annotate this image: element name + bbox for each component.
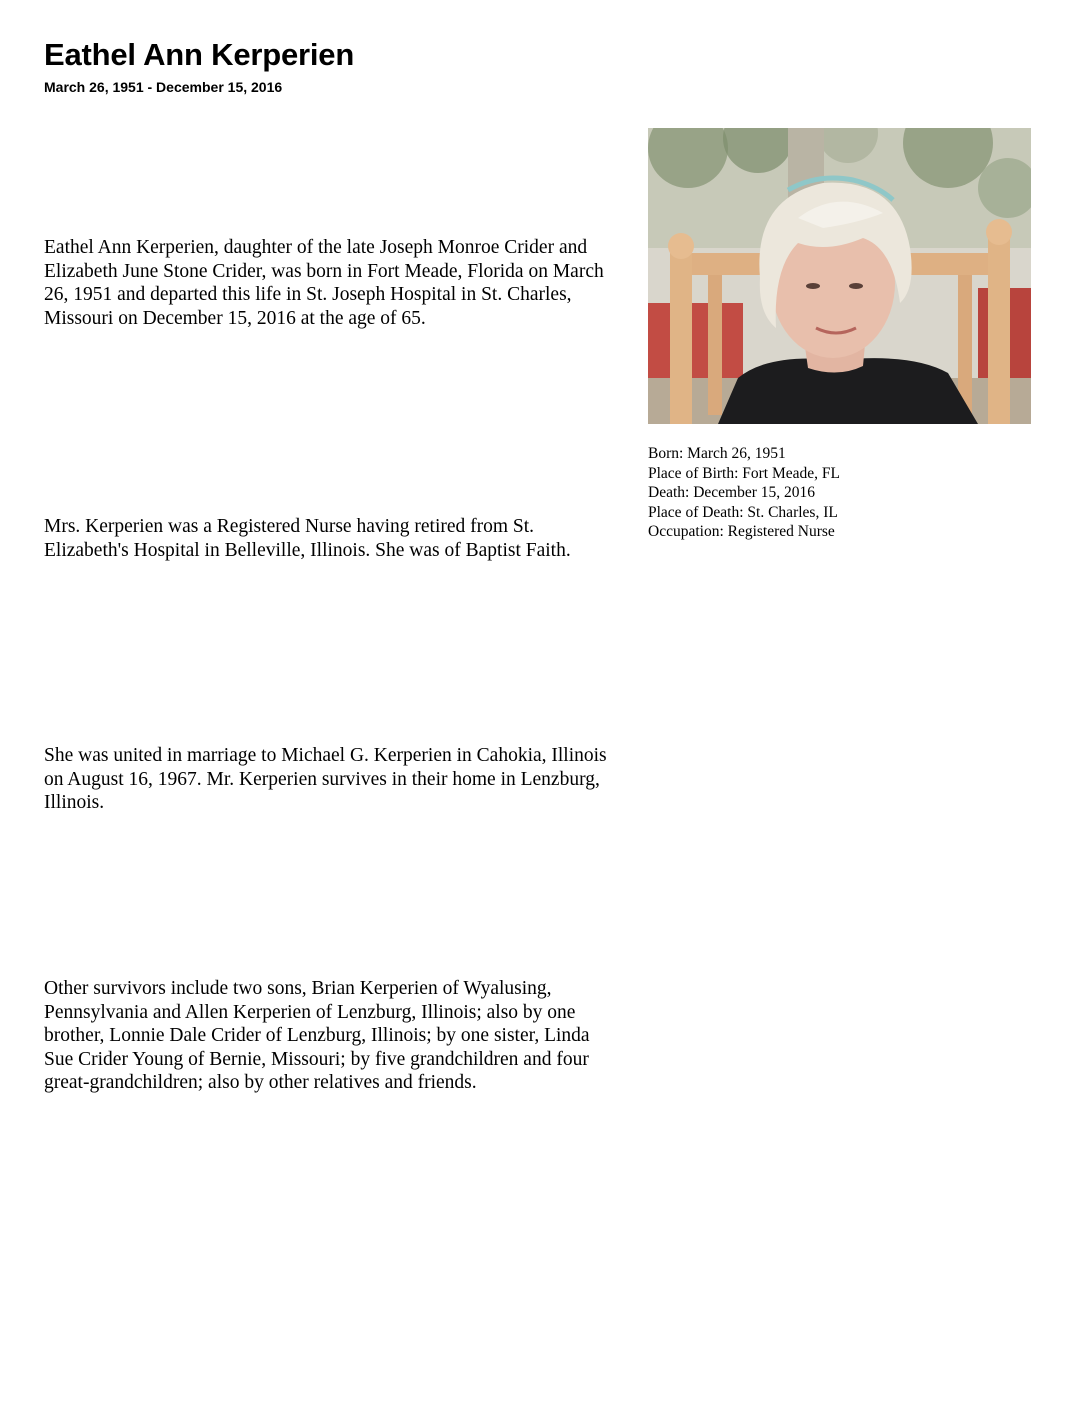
obituary-paragraph-birth: Eathel Ann Kerperien, daughter of the late Joseph Monroe Crider and Elizabeth June Stone Crider, was born in Fort Meade, Florida on March 26, 1951 and departed this life in St. Joseph Hospital in St. Charles, Missouri on December 15, 2016 at the age of 65. [44, 237, 604, 329]
fact-death: Death: December 15, 2016 [648, 484, 815, 502]
life-dates: March 26, 1951 - December 15, 2016 [44, 79, 283, 95]
vital-facts-list [648, 444, 840, 542]
portrait-photo [648, 128, 1031, 424]
fact-occupation: Occupation: Registered Nurse [648, 523, 835, 541]
obituary-paragraph-marriage: She was united in marriage to Michael G. Kerperien in Cahokia, Illinois on August 16, 1967. Mr. Kerperien survives in their home in Lenzburg, Illinois. [44, 745, 607, 813]
page-title: Eathel Ann Kerperien [44, 37, 355, 72]
fact-place-of-death: Place of Death: St. Charles, IL [648, 503, 838, 521]
obituary-paragraph-career: Mrs. Kerperien was a Registered Nurse having retired from St. Elizabeth's Hospital in Belleville, Illinois. She was of Baptist Faith. [44, 516, 571, 561]
obituary-paragraph-survivors: Other survivors include two sons, Brian Kerperien of Wyalusing, Pennsylvania and Allen Kerperien of Lenzburg, Illinois; also by one brother, Lonnie Dale Crider of Lenzburg, Illinois; by one sister, Linda Sue Crider Young of Bernie, Missouri; by five grandchildren and four great-grandchildren; also by other relatives and friends. [44, 978, 590, 1093]
fact-born: Born: March 26, 1951 [648, 445, 786, 462]
fact-place-of-birth: Place of Birth: Fort Meade, FL [648, 464, 840, 482]
